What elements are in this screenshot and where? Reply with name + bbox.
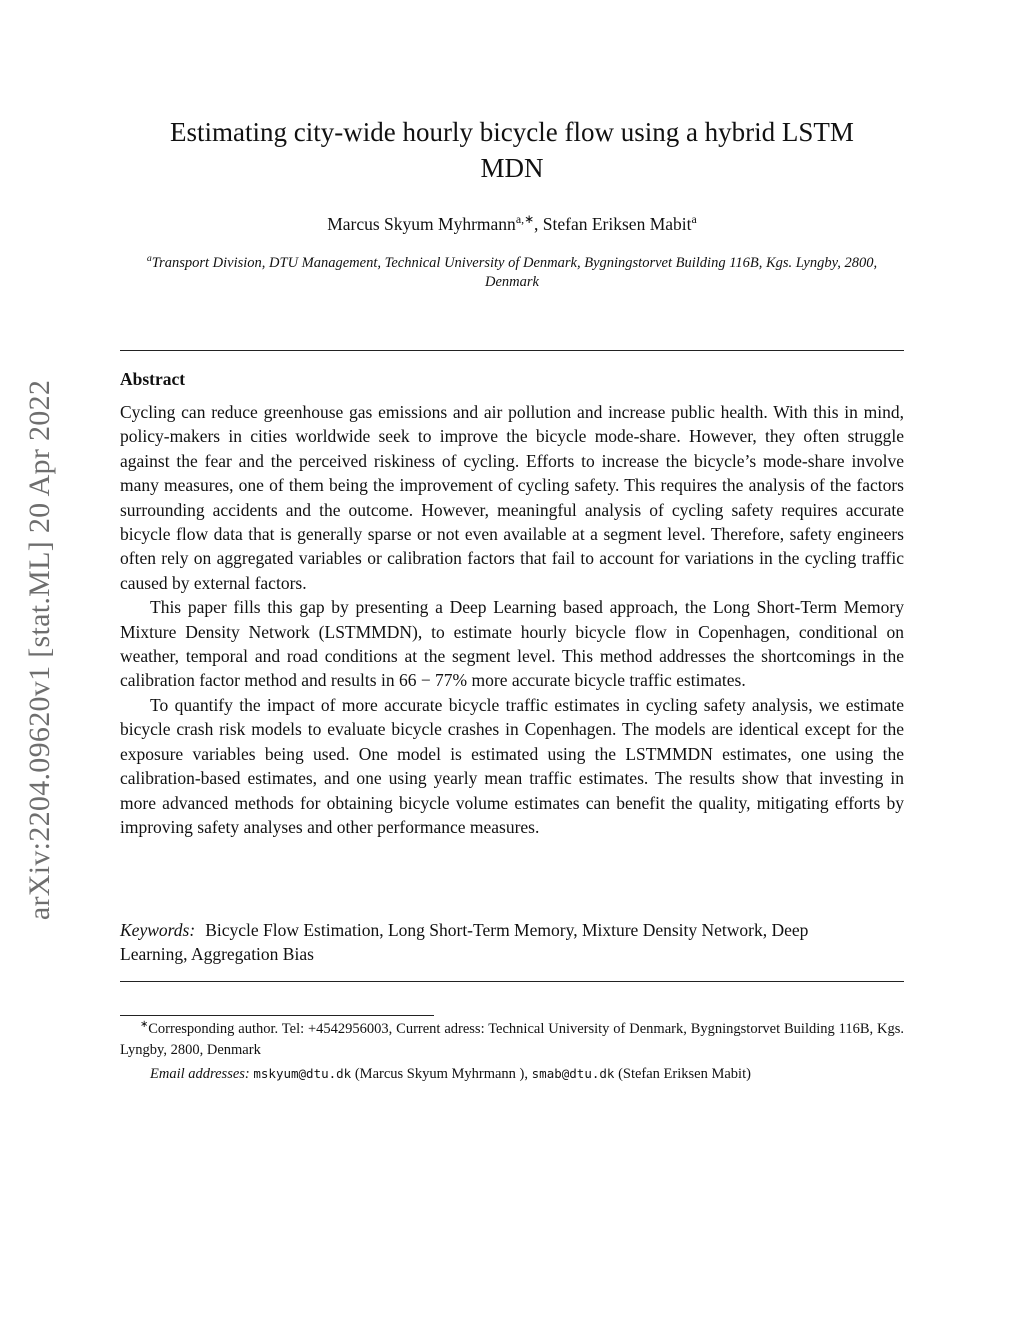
affiliation-text: Transport Division, DTU Management, Technical University of Denmark, Bygningstorvet Building 116B, Kgs. Lyngby, 2800, Denmark [151, 255, 878, 290]
author-list [120, 212, 904, 236]
email-address-link[interactable]: mskyum@dtu.dk [253, 1066, 352, 1081]
abstract-paragraph: Cycling can reduce greenhouse gas emissions and air pollution and increase public health. With this in mind, policy-makers in cities worldwide seek to improve the bicycle mode-share. However, they often struggle against the fear and the perceived riskiness of cycling. Efforts to increase the bicycle’s mode-share involve many measures, one of them being the improvement of cycling safety. This requires the analysis of the factors surrounding accidents and the outcome. However, meaningful analysis of cycling safety requires accurate bicycle flow data that is generally sparse or not even available at a segment level. Therefore, safety engineers often rely on aggregated variables or calibration factors that fail to account for variations in the cycling traffic caused by external factors. [120, 402, 904, 593]
affiliation-mark: a [146, 253, 152, 265]
abstract-heading: Abstract [120, 369, 186, 389]
abstract-body [120, 400, 904, 839]
footnotes [120, 1019, 904, 1085]
keywords-label: Keywords: [120, 920, 196, 940]
footnote-mark: ∗ [140, 1019, 149, 1031]
keywords-text: Bicycle Flow Estimation, Long Short-Term Memory, Mixture Density Network, Deep Learning, Aggregation Bias [120, 920, 809, 965]
email-footnote [120, 1063, 904, 1085]
email-address-link[interactable]: smab@dtu.dk [531, 1066, 615, 1081]
email-label: Email addresses: [150, 1066, 250, 1082]
keywords [120, 918, 840, 967]
abstract-top-rule [120, 350, 904, 351]
email-owner: (Marcus Skyum Myhrmann ) [354, 1066, 525, 1082]
email-separator: , [524, 1066, 532, 1082]
paper-title: Estimating city-wide hourly bicycle flow using a hybrid LSTM MDN [170, 117, 854, 183]
arxiv-side-stamp [0, 345, 80, 955]
footnote-rule [120, 1015, 434, 1016]
author-name: Stefan Eriksen Mabit [542, 214, 692, 234]
corresponding-author-text: Corresponding author. Tel: +4542956003, Current adress: Technical University of Denmark, Bygningstorvet Building 116B, Kgs. Lyngby, 2800, Denmark [120, 1021, 904, 1058]
author-separator: , [534, 214, 543, 234]
abstract-paragraph: To quantify the impact of more accurate bicycle traffic estimates in cycling safety analysis, we estimate bicycle crash risk models to evaluate bicycle crashes in Copenhagen. The models are identical except for the exposure variables being used. One model is estimated using the LSTMMDN estimates, one using the calibration-based estimates, and one using yearly mean traffic estimates. The results show that investing in more advanced methods for obtaining bicycle volume estimates can benefit the quality, mitigating efforts by improving safety analyses and other performance measures. [120, 694, 904, 837]
author-affiliation-mark: a,∗ [515, 212, 535, 227]
abstract-paragraph: This paper fills this gap by presenting a Deep Learning based approach, the Long Short-Term Memory Mixture Density Network (LSTMMDN), to estimate hourly bicycle flow in Copenhagen, conditional on weather, temporal and road conditions at the segment level. This method addresses the shortcomings in the calibration factor method and results in 66 − 77% more accurate bicycle traffic estimates. [120, 597, 904, 691]
email-owner: (Stefan Eriksen Mabit) [618, 1066, 751, 1082]
author-affiliation-mark: a [691, 212, 697, 227]
abstract-bottom-rule [120, 981, 904, 982]
author-name: Marcus Skyum Myhrmann [327, 214, 516, 234]
arxiv-identifier: arXiv:2204.09620v1 [stat.ML] 20 Apr 2022 [23, 379, 56, 921]
affiliation [120, 254, 904, 292]
corresponding-author-footnote [120, 1019, 904, 1061]
